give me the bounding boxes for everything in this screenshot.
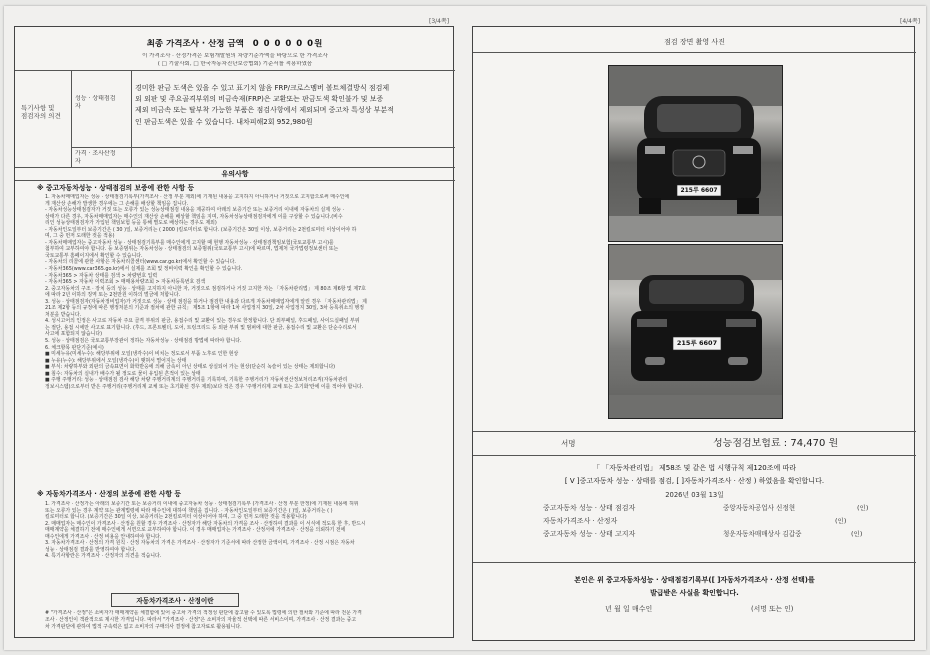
- appraiser-sign-label: 자동차가격조사 · 산정자: [543, 517, 618, 525]
- notice-title: 유의사항: [221, 170, 249, 178]
- notifier-sign-label: 중고자동차 성능 · 상태 고지자: [543, 530, 636, 538]
- opinion-label: 특기사항 및 점검자의 의견: [21, 104, 61, 120]
- inspector-seal: (인): [857, 504, 869, 512]
- photo-section-title: 점검 장면 촬영 사진: [664, 38, 725, 46]
- inspector-opinion-text: 경미한 판금 도색은 있을 수 있고 표기치 않음 FRP/크로스멤버 볼트체결방식 점검제 외 외판 및 주요골격부위의 비금속재(FRP)은 교환또는 판금도색 확인불가 및 보증 제외 비금속 또는 탈부착 가능한 부품은 점검사항에서 제외되며 중고차 특성상 부분적 인 판금도색은 있을 수 있습니다. 내차피해2회 952,980원: [135, 84, 394, 126]
- law-statement-1: 「 「자동차관리법」 제58조 및 같은 법 시행규칙 제120조에 따라: [592, 464, 797, 472]
- section-price-text: 1. 가격조사 · 산정가는 아래의 보증기간 또는 보증거리 이내에 중고자동차 성능 · 상태점검기록부 (가격조사 · 산정 부분 한정)에 기재된 내용에 허위 또는 오류가 있는 경우 계약 또는 관계법령에 따라 매수인에 대하여 책임을 집니다. · 자동차인도일부터 보증기간은 ( )일, 보증거리는 ( ) 킬로미터로 합니다. (보증기간은 30일 이상, 보증거리는 2천킬로미터 이상이어야 하며, 그 중 먼저 도래한 것을 적용합니다) 2. 매매업자는 매수인이 가격조사 · 산정을 원할 경우 가격조사 · 산정자가 해당 자동차의 가격을 조사 · 산정하여 결과를 이 서식에 적도록 한 후, 반드시 매매계약을 체결하기 전에 매수인에게 서면으로 교부하여야 합니다. 이 경우 매매업자는 가격조사 · 산정서에 가격조사 · 산정을 의뢰하기 전에 매수인에게 가격조사 · 산정 비용을 안내하여야 합니다. 3. 자동차가격조사 · 산정의 가격 원칙 · 산정 자동차의 가격은 가격조사 · 산정자가 기준서에 따라 산정한 금액이며, 가격조사 · 산정 시점은 자동차 성능 · 상태점검 결과를 반영하여야 합니다. 4. 특기사항란은 가격조사 · 산정자의 의견을 적습니다.: [45, 501, 366, 560]
- car-rear-illustration: [609, 245, 783, 419]
- price-definition-text: # "가격조사 · 산정"은 소비자가 매매계약을 체결함에 있어 중고차 가격의 적정성 판단에 참고할 수 있도록 법령에 의한 절차와 기준에 따라 전문 가격 조사 · 산정인이 객관적으로 제시한 가격입니다. 따라서 "가격조사 · 산정"은 소비자의 자율적 선택에 따른 서비스이며, 가격조사 · 산정 결과는 중고 차 가격판단에 관하여 법적 구속력은 없고 소비자의 구매의사 결정에 참고자료로 활용됩니다.: [45, 610, 362, 630]
- confirm-line-2: 발급받은 사실을 확인합니다.: [650, 589, 739, 597]
- page-number-right: [4/4쪽]: [900, 18, 921, 25]
- signature-label: 서명: [561, 439, 576, 448]
- appraiser-label: 가격 · 조사산정 자: [75, 150, 116, 165]
- right-page: [472, 26, 915, 641]
- left-page: [14, 26, 454, 638]
- scanned-sheet: [4, 6, 926, 650]
- confirm-line-1: 본인은 위 중고자동차성능 · 상태점검기록부([ ]자동차가격조사 · 산정 선택)를: [574, 576, 815, 584]
- section-performance-text: 1. 자동차매매업자는 성능 · 상태점검기록부(가격조사 · 산정 부분 제외)에 기재된 내용을 고지하지 아니하거나 거짓으로 고지함으로써 매수인에 게 재산상 손해가 발생한 경우에는 그 손해를 배상할 책임을 집니다. - 자동차성능상태점검자가 거짓 또는 오류가 있는 성능상태점검 내용을 제공하여 아래의 보증기간 또는 보증거리 이내에 자동차의 실제 성능 · 상태가 다른 경우, 자동차매매업자는 매수인의 재산상 손해를 배상할 책임을 지며, 자동차성능상태점검자에게 이를 구상할 수 있습니다.(비수 리인 성능상태점검자가 가입된 책임보험 등을 통해 별도로 배상하는 경우도 제외) - 자동차인도일부터 보증기간은 ( 30 )일, 보증거리는 ( 2000 )킬로미터로 합니다. (보증기간은 30일 이상, 보증거리는 2천킬로미터 이상이어야 하 며, 그 중 먼저 도래한 것을 적용) - 자동차매매업자는 중고자동차 성능 · 상태점검기록부를 매수인에게 고지할 때 현행 자동차성능 · 상태점검책임보험(국토교통부 고시)를 첨부하여 교부하여야 합니다. 등 보증범위는 자동차성능 · 상태점검의 보증범위(국토교통부 고시)에 따르며, 법제처 국가법령정보센터 또는 국토교통부 홈페이지에서 확인할 수 있습니다. - 자동차의 리콜에 관한 사항은 자동차리콜센터(www.car.go.kr)에서 확인할 수 있습니다. - 자동차365(www.car365.go.kr)에서 실제를 조회 및 정비이력 확인을 확인할 수 있습니다. - 자동차365 > 자동차 상태를 검색 > 차량번호 입력 - 자동차365 > 자동차 이력조회 > 매매용차량조회 > 자동차등록번호 검색 2. 중고자동차의 구조 · 장치 등의 성능 · 상태를 고지하지 아니한 자, 거짓으로 점검하거나 거짓 고지한 자는 「자동차관리법」 제 80조 제6항 및 제7호 에 따라 2년 이하의 징역 또는 2천만원 이하의 벌금에 처합니다. 3. 성능 · 상태점검자(자동차정비업자)가 거짓으로 성능 · 상태 점검을 하거나 점검한 내용과 다르게 자동차매매업자에게 알린 경우 「자동차관리법」 제 21조 제2항 등의 규정에 따른 행정처분의 기준과 절차에 관한 규칙」 제5조 1항에 따라 1차 사업정지 30일, 2차 사업정지 30일, 3차 등록취소의 행정 처분을 받습니다. 4. 성시고어의 인정은 사고로 자동차 주요 골격 부위의 판금, 용접수리 및 교환이 있는 경우로 한정합니다. 단 외부패널, 후드패널, 사이드실패널 부위 는 절단, 용접 시에만 사고로 표기합니다. (후드, 프론트휀더, 도어, 트렁크리드 등 외판 부위 및 범퍼에 대한 판금, 용접수리 및 교환은 단순수리로서 사고에 포함되지 않습니다) 5. 성능 · 상태점검은 국토교통부장관이 정하는 자동차성능 · 상태점검 방법에 따라야 합니다. 6. 체크항목 판단기준(예시) ■ 미세누유(미세누수): 해당부위에 오일(냉각수)이 비치는 정도로서 부품 노후로 인한 현상 ■ 누유(누수): 해당부위에서 오일(냉각수)이 맺혀서 떨어지는 상태 ■ 부식: 차량하부와 외판의 금속표면이 화학반응에 의해 금속이 아닌 상태로 상실되어 가는 현상(단순히 녹슬어 있는 상태는 제외합니다) ■ 침수: 자동차의 실내가 배수가 될 정도로 물이 유입된 흔적이 있는 상태 ■ 주행 주행거리: 성능 · 상태점검 검사 해당 차량 주행거리계의 주행거리를 기록하며, 기록한 주행거리가 자동차전산정보처리조직(자동차관리 정보시스템)으로부터 받은 주행거리(주행거리계 교체 또는 초기화된 경우 제외)보다 적은 경우 '주행거리계 교체 또는 초기화'란에 이를 적어야 합니다.: [45, 194, 367, 390]
- inspector-label: 성능 · 상태점검 자: [75, 95, 116, 110]
- car-front-illustration: [609, 66, 783, 242]
- appraiser-seal: (인): [835, 517, 847, 525]
- notifier-seal: (인): [851, 530, 863, 538]
- law-statement-2: [ V ]중고자동차 성능 · 상태를 점검, [ ]자동차가격조사 · 산정 ) 하였음을 확인합니다.: [564, 477, 825, 485]
- final-price-note-1: 이 가격조사 · 산정가격은 보험개발원의 차량기준가액을 바탕으로 한 가격조사: [142, 53, 328, 59]
- inspector-sign-name: 중앙자동차공업사 신정현: [723, 504, 796, 512]
- insurance-fee-text: 성능점검보험료 : 74,470 원: [713, 438, 839, 449]
- inspector-sign-label: 중고자동차 성능 · 상태 점검자: [543, 504, 636, 512]
- license-plate-front: 215루 6607: [680, 187, 718, 194]
- buyer-signature: (서명 또는 인): [751, 605, 794, 613]
- section-performance-title: ※ 중고자동차성능 · 상태점검의 보증에 관한 사항 등: [37, 184, 195, 192]
- buyer-date-line: 년 월 일 매수인: [605, 605, 653, 613]
- notifier-sign-name: 청운자동차매매상사 김갑중: [723, 530, 802, 538]
- final-price-note-2: ( □ 기술사회, □ 한국자동차진단보증협회) 기준서를 적용하였음: [157, 61, 313, 67]
- inspection-photo-rear: [608, 244, 783, 419]
- price-definition-title: 자동차가격조사 · 산정이란: [136, 597, 214, 605]
- final-title-row: [15, 39, 455, 49]
- page-number-left: [3/4쪽]: [429, 18, 450, 25]
- inspection-photo-front: [608, 65, 783, 242]
- final-price-title: 최종 가격조사 · 산정 금액: [146, 39, 244, 49]
- license-plate-rear: 215루 6607: [676, 339, 718, 347]
- final-price-amount: 0 0 0 0 0 0원: [252, 39, 324, 49]
- inspection-date: 2026년 03월 13일: [665, 491, 724, 499]
- price-definition-box: [111, 593, 239, 607]
- section-price-title: ※ 자동차가격조사 · 산정의 보증에 관한 사항 등: [37, 490, 181, 498]
